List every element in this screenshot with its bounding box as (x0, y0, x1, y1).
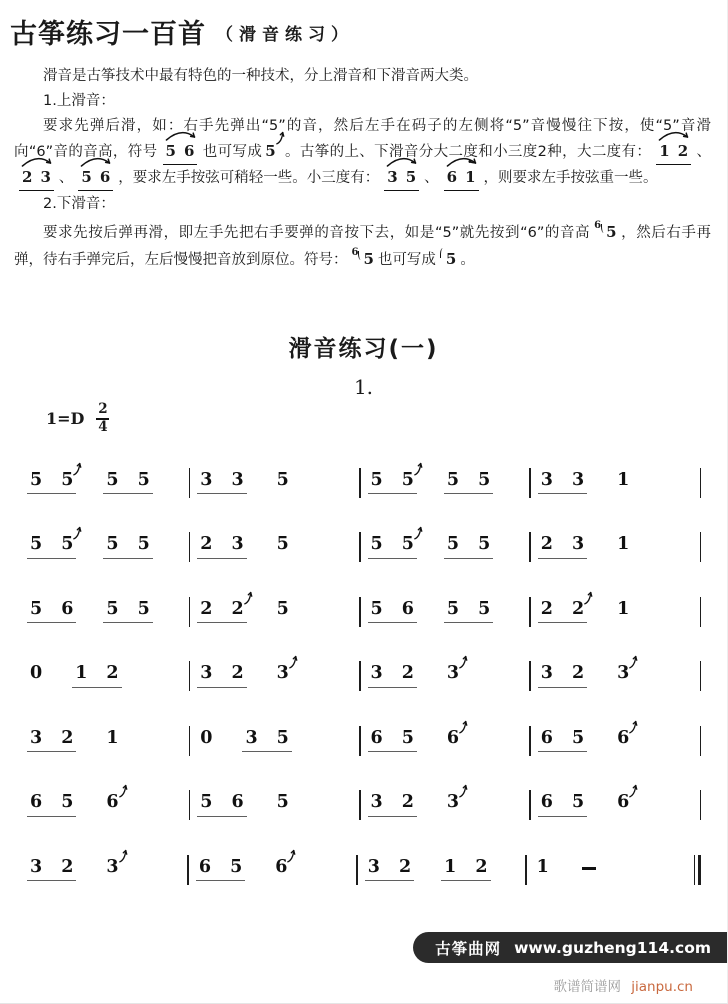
note-digit: 6 (446, 167, 458, 186)
note: 2 (401, 663, 414, 684)
note: 0 (200, 727, 213, 748)
slide-up-icon (119, 848, 128, 863)
note: 2 (572, 601, 584, 619)
beamed-note-group (197, 469, 246, 495)
credit-line (553, 975, 693, 995)
note-digit: 2 (22, 167, 33, 186)
beamed-note-group (368, 794, 417, 817)
note-group (614, 727, 632, 753)
slur-arc-icon (161, 130, 202, 141)
text-run: 也可写成 (202, 143, 263, 160)
measure (190, 469, 359, 495)
note-group (614, 469, 632, 495)
note: 5 (402, 472, 414, 490)
note: 3 (30, 856, 43, 877)
note: 5 (61, 792, 74, 813)
origin-note: 6 (594, 219, 602, 231)
note-group (197, 727, 215, 753)
slur-digits (19, 165, 54, 191)
slide-up-pair-notation (77, 165, 114, 191)
note: 5 (137, 534, 150, 555)
page-title: 古筝练习一百首 (10, 19, 206, 50)
slide-up-icon (459, 654, 468, 669)
measure (531, 665, 700, 688)
slide-down-curve-icon (601, 224, 605, 233)
slur-digits (163, 139, 198, 165)
note: 6 (61, 598, 74, 619)
note: 2 (571, 663, 585, 684)
credit-site-url: jianpu.cn (631, 979, 693, 995)
beamed-note-group (27, 598, 76, 624)
score-lines (0, 451, 727, 903)
beamed-note-group (197, 794, 246, 817)
slur-arc-icon (654, 130, 695, 141)
text-run: 。 (460, 251, 475, 268)
text-run: ，然后右手再弹，待右手弹完后，左后慢慢把音放到原位。符号： (14, 224, 711, 268)
note: 5 (478, 598, 491, 619)
note: 5 (137, 469, 150, 490)
section-title: 滑音练习(一) (288, 336, 439, 363)
note: 1 (536, 856, 549, 877)
score-line (0, 838, 727, 903)
note: 5 (137, 598, 150, 619)
page-subtitle: （滑音练习） (216, 25, 354, 45)
note-group (272, 856, 290, 882)
text-run: ，要求左手按弦可稍轻一些。小三度有： (118, 169, 380, 186)
slide-up-icon (459, 783, 468, 798)
note: 1 (617, 534, 630, 555)
paragraph (14, 65, 711, 88)
measure (20, 794, 189, 817)
note: 6 (370, 727, 383, 748)
measure (527, 856, 694, 882)
note: 5 (446, 598, 460, 619)
note-group (444, 794, 462, 817)
time-signature (96, 403, 109, 435)
note-group (274, 598, 292, 624)
note: 6 (447, 730, 459, 748)
beamed-note-group (538, 727, 587, 753)
note: 2 (61, 727, 74, 748)
beamed-note-group (72, 665, 121, 688)
beamed-note-group (27, 727, 76, 753)
beamed-note-group (197, 536, 246, 559)
note-group (274, 665, 292, 688)
slide-up-icon (244, 590, 253, 605)
piece-number: 1. (353, 375, 374, 400)
note-group (274, 794, 292, 817)
text-run: 2.下滑音： (43, 195, 115, 212)
note-digit: 3 (40, 167, 51, 186)
note-digit: 5 (606, 222, 617, 241)
note: 5 (106, 469, 119, 490)
note-group (27, 665, 45, 688)
header (0, 0, 727, 51)
note: 3 (447, 794, 459, 812)
paragraph (14, 218, 711, 272)
note-digit: 5 (165, 141, 176, 160)
note: 3 (231, 534, 244, 555)
barline (700, 532, 702, 562)
note-group (274, 469, 292, 495)
note: 5 (30, 469, 43, 490)
score-line (0, 644, 727, 709)
note-digit: 1 (465, 165, 475, 189)
note-group (614, 665, 632, 688)
barline (700, 790, 702, 820)
beamed-note-group (103, 469, 152, 495)
note: 5 (276, 727, 289, 748)
note: 5 (370, 469, 383, 490)
note: 2 (475, 856, 488, 877)
note: 2 (540, 534, 553, 555)
paragraph (14, 193, 711, 216)
beamed-note-group (444, 598, 493, 624)
origin-note: 6 (351, 246, 359, 258)
measure (531, 536, 700, 559)
note: 5 (478, 534, 491, 555)
note: 5 (30, 534, 43, 555)
note: 6 (198, 856, 212, 877)
text-run: 也可写成 (377, 251, 436, 268)
measure (361, 794, 530, 817)
note: 3 (231, 469, 244, 490)
note: 5 (571, 792, 585, 813)
measure (189, 856, 356, 882)
note: 6 (106, 794, 118, 812)
measure (190, 536, 359, 559)
note: 3 (540, 469, 553, 490)
score-line (0, 451, 727, 516)
note: 1 (75, 663, 88, 684)
note: 3 (245, 727, 258, 748)
note: 6 (617, 794, 629, 812)
text-run: 要求先弹后滑，如：右手先弹出“5”的音，然后左手在码子的左侧将“5”音慢慢往下按，使“5”音滑向“6”音的音高，符号 (14, 118, 711, 160)
slide-up-icon (459, 719, 468, 734)
beamed-note-group (365, 856, 414, 882)
measure (361, 665, 530, 688)
intro-text (14, 65, 711, 272)
note: 2 (540, 598, 553, 619)
barline (700, 468, 702, 498)
note-group (534, 856, 552, 882)
note-group (444, 727, 462, 753)
text-run: 要求先按后弹再滑，即左手先把右手要弹的音按下去，如是“5”就先按到“6”的音高 (43, 224, 591, 241)
note-group (103, 794, 121, 817)
beamed-note-group (444, 469, 493, 495)
measure (358, 856, 525, 882)
site-banner (413, 932, 727, 963)
text-run: 。古筝的上、下滑音分大二度和小三度2种，大二度有： (284, 143, 652, 160)
measure (361, 727, 530, 753)
note: 2 (401, 792, 414, 813)
text-run: ，则要求左手按弦重一些。 (483, 169, 658, 186)
slide-down-curve-icon (358, 251, 362, 260)
note-group (614, 794, 632, 817)
measure (20, 727, 189, 753)
text-run: 、 (424, 169, 439, 186)
note: 5 (106, 598, 119, 619)
note-digit: 5 (445, 249, 457, 268)
note-digit: 3 (387, 167, 398, 186)
beamed-note-group (27, 536, 76, 559)
slide-up-pair-notation (655, 139, 692, 165)
note: 2 (200, 534, 213, 555)
score-line (0, 773, 727, 838)
note: 3 (370, 792, 383, 813)
note: 2 (398, 856, 412, 877)
beamed-note-group (242, 727, 291, 753)
text-run: 、 (58, 169, 74, 186)
slide-up-icon (414, 525, 423, 540)
slide-up-icon (414, 461, 423, 476)
slide-up-icon (287, 848, 296, 863)
note-digit: 6 (183, 141, 195, 160)
slur-arc-icon (76, 156, 117, 167)
slide-up-icon (276, 130, 285, 145)
note-digit: 5 (363, 249, 374, 268)
slur-digits (78, 165, 113, 191)
note: 3 (617, 665, 629, 683)
barline (700, 597, 702, 627)
slide-up-icon (584, 590, 593, 605)
note: 5 (402, 536, 414, 554)
note: 6 (540, 792, 553, 813)
beamed-note-group (538, 794, 587, 817)
beamed-note-group (368, 665, 417, 688)
slur-arc-icon (442, 156, 483, 167)
note: 1 (444, 856, 457, 877)
measure (531, 598, 700, 624)
note-group (274, 536, 292, 559)
measure (190, 665, 359, 688)
beamed-note-group (197, 665, 246, 688)
measure (190, 727, 359, 753)
note: 3 (277, 665, 289, 683)
measure (361, 469, 530, 495)
beamed-note-group (368, 598, 417, 624)
note: 6 (231, 792, 244, 813)
note: 5 (370, 534, 383, 555)
beamed-note-group (538, 469, 587, 495)
note: 5 (230, 856, 243, 877)
slide-up-icon (629, 783, 638, 798)
measure (190, 794, 359, 817)
measure (361, 536, 530, 559)
beamed-note-group (368, 536, 417, 559)
beamed-note-group (197, 598, 246, 624)
note: 5 (276, 598, 289, 619)
note: 2 (200, 598, 213, 619)
note-group (444, 665, 462, 688)
note: 3 (370, 663, 383, 684)
text-run: 滑音是古筝技术中最有特色的一种技术，分上滑音和下滑音两大类。 (43, 68, 478, 84)
note: 5 (200, 792, 213, 813)
slide-up-pair-notation (18, 165, 55, 191)
note: 5 (30, 598, 43, 619)
note-group (614, 598, 632, 624)
final-barline (694, 855, 701, 885)
slide-up-icon (629, 654, 638, 669)
beamed-note-group (368, 469, 417, 495)
duration-dash (582, 867, 596, 870)
beamed-note-group (27, 794, 76, 817)
note-group (614, 536, 632, 559)
banner-site-url: www.guzheng114.com (514, 938, 711, 957)
note: 5 (370, 598, 383, 619)
text-run: 1.上滑音： (43, 93, 115, 110)
note: 3 (30, 727, 43, 748)
measure (20, 536, 189, 559)
note: 3 (447, 665, 459, 683)
paragraph (14, 90, 711, 113)
note: 2 (61, 856, 74, 877)
key-signature: 1=D (46, 409, 85, 429)
note: 0 (30, 663, 43, 684)
slide-up-pair-notation (162, 139, 199, 165)
beamed-note-group (538, 536, 587, 559)
banner-site-name: 古筝曲网 (435, 939, 502, 958)
note-digit: 5 (81, 167, 92, 186)
slur-digits (656, 139, 691, 165)
note: 1 (617, 598, 630, 619)
slur-digits (384, 165, 419, 191)
beamed-note-group (27, 469, 76, 495)
note: 3 (571, 534, 585, 555)
barline (700, 726, 702, 756)
slide-down-hook-notation (440, 247, 456, 272)
slide-down-note-notation (594, 218, 616, 245)
note: 5 (478, 469, 491, 490)
measure (531, 727, 700, 753)
score-line (0, 515, 727, 580)
time-signature-numerator: 2 (98, 401, 108, 418)
note: 5 (401, 727, 414, 748)
note: 3 (367, 856, 380, 877)
beamed-note-group (441, 856, 490, 882)
slide-up-icon (73, 525, 82, 540)
measure (531, 794, 700, 817)
slur-arc-icon (17, 156, 58, 167)
score-line (0, 580, 727, 645)
note: 6 (617, 730, 629, 748)
note: 3 (200, 663, 213, 684)
note-digit: 1 (659, 141, 670, 160)
note-digit: 6 (99, 167, 111, 186)
slur-arc-icon (382, 156, 423, 167)
note: 1 (617, 469, 630, 490)
measure (361, 598, 530, 624)
beamed-note-group (103, 598, 152, 624)
beamed-note-group (196, 856, 245, 882)
note: 3 (571, 469, 585, 490)
slide-up-note-notation: 5 (265, 139, 275, 163)
time-signature-denominator: 4 (98, 419, 108, 436)
beamed-note-group (368, 727, 417, 753)
beamed-note-group (444, 536, 493, 559)
note: 6 (275, 859, 287, 877)
note: 6 (30, 792, 43, 813)
note: 1 (106, 727, 119, 748)
note: 3 (200, 469, 213, 490)
slide-down-note-notation (352, 245, 374, 272)
note-group (103, 727, 121, 753)
note: 5 (106, 534, 119, 555)
measure (190, 598, 359, 624)
note: 6 (540, 727, 553, 748)
note: 2 (231, 663, 244, 684)
slide-up-icon (289, 654, 298, 669)
note: 5 (446, 534, 460, 555)
note: 3 (540, 663, 553, 684)
slide-up-pair-notation (383, 165, 420, 191)
note-digit: 5 (405, 167, 417, 186)
text-run: 、 (696, 143, 712, 160)
note: 2 (106, 663, 119, 684)
note: 5 (276, 792, 289, 813)
slide-up-pair-notation (443, 165, 480, 191)
measure (20, 665, 189, 688)
note: 5 (446, 469, 460, 490)
note-digit: 2 (677, 141, 689, 160)
measure (20, 856, 187, 882)
note: 3 (106, 859, 118, 877)
note: 5 (276, 534, 289, 555)
note-group (579, 867, 599, 881)
note: 5 (61, 536, 73, 554)
beamed-note-group (27, 856, 76, 882)
measure (531, 469, 700, 495)
key-time-signature (46, 403, 727, 435)
slide-down-hook-icon (440, 248, 445, 258)
barline (700, 661, 702, 691)
credit-site-name: 歌谱简谱网 (553, 979, 621, 995)
beamed-note-group (538, 665, 587, 688)
beamed-note-group (538, 598, 587, 624)
beamed-note-group (103, 536, 152, 559)
note: 6 (401, 598, 414, 619)
slide-up-icon (119, 783, 128, 798)
slur-digits (444, 165, 479, 191)
measure (20, 598, 189, 624)
measure (20, 469, 189, 495)
note: 2 (231, 601, 243, 619)
score-line (0, 709, 727, 774)
slide-up-icon (629, 719, 638, 734)
slide-up-icon (73, 461, 82, 476)
note: 5 (276, 469, 289, 490)
paragraph (14, 115, 711, 190)
note: 5 (61, 472, 73, 490)
note: 5 (571, 727, 585, 748)
note-group (103, 856, 121, 882)
